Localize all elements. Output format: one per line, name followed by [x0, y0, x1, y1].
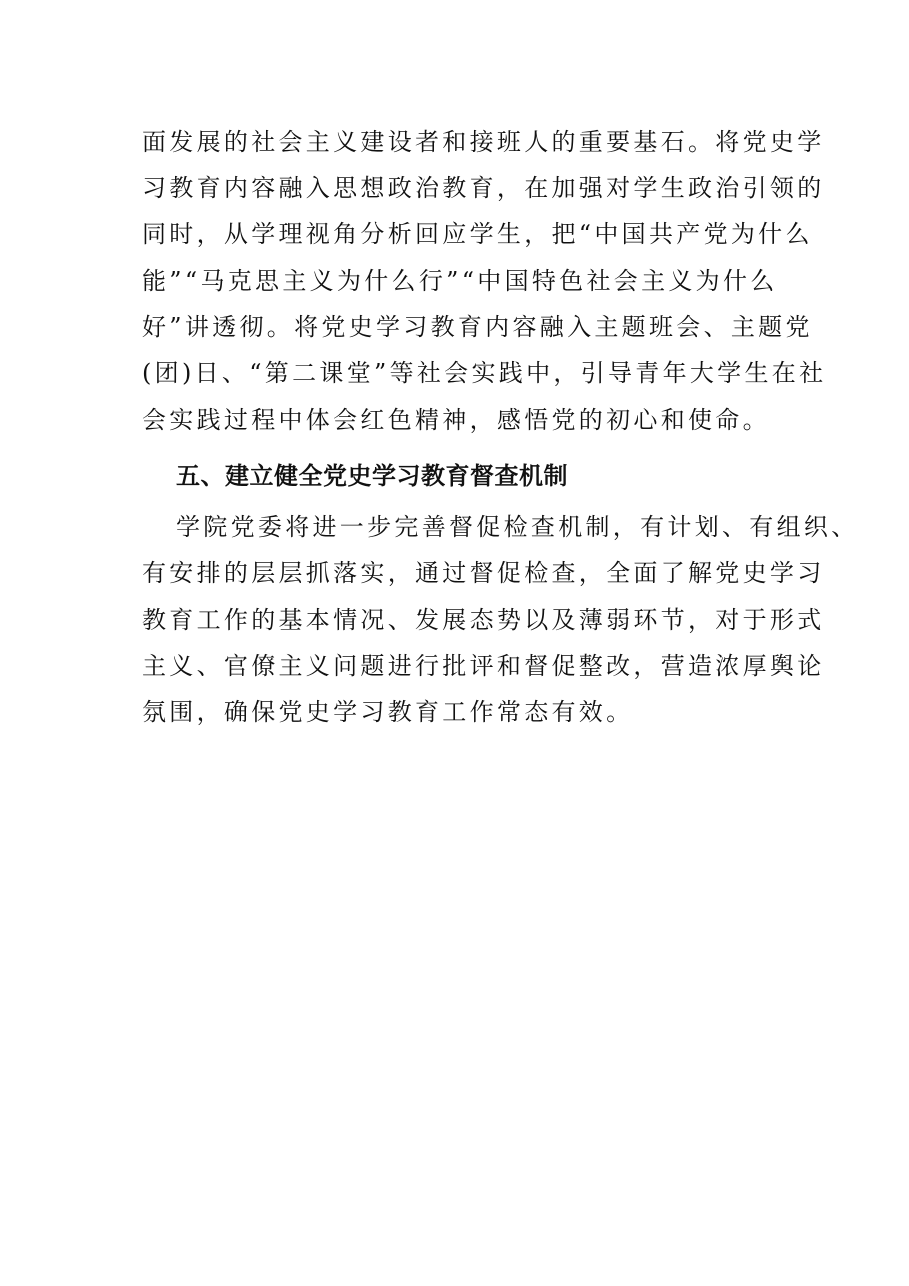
section-heading: 五、建立健全党史学习教育督查机制: [176, 462, 568, 490]
paragraph1-line-5: 好”讲透彻。将党史学习教育内容融入主题班会、主题党: [142, 313, 813, 341]
paragraph1-line-6: (团)日、“第二课堂”等社会实践中，引导青年大学生在社: [142, 359, 827, 387]
paragraph2-line-3: 教育工作的基本情况、发展态势以及薄弱环节，对于形式: [142, 606, 825, 634]
paragraph1-line-1: 面发展的社会主义建设者和接班人的重要基石。将党史学: [142, 128, 825, 156]
paragraph1-line-2: 习教育内容融入思想政治教育，在加强对学生政治引领的: [142, 174, 825, 202]
paragraph2-line-1: 学院党委将进一步完善督促检查机制，有计划、有组织、: [176, 513, 859, 541]
paragraph1-line-4: 能”“马克思主义为什么行”“中国特色社会主义为什么: [142, 267, 778, 295]
paragraph2-line-2: 有安排的层层抓落实，通过督促检查，全面了解党史学习: [142, 559, 825, 587]
paragraph1-line-7: 会实践过程中体会红色精神，感悟党的初心和使命。: [142, 406, 770, 434]
paragraph1-line-3: 同时，从学理视角分析回应学生，把“中国共产党为什么: [142, 220, 813, 248]
paragraph2-line-4: 主义、官僚主义问题进行批评和督促整改，营造浓厚舆论: [142, 652, 825, 680]
paragraph2-line-5: 氛围，确保党史学习教育工作常态有效。: [142, 698, 634, 726]
